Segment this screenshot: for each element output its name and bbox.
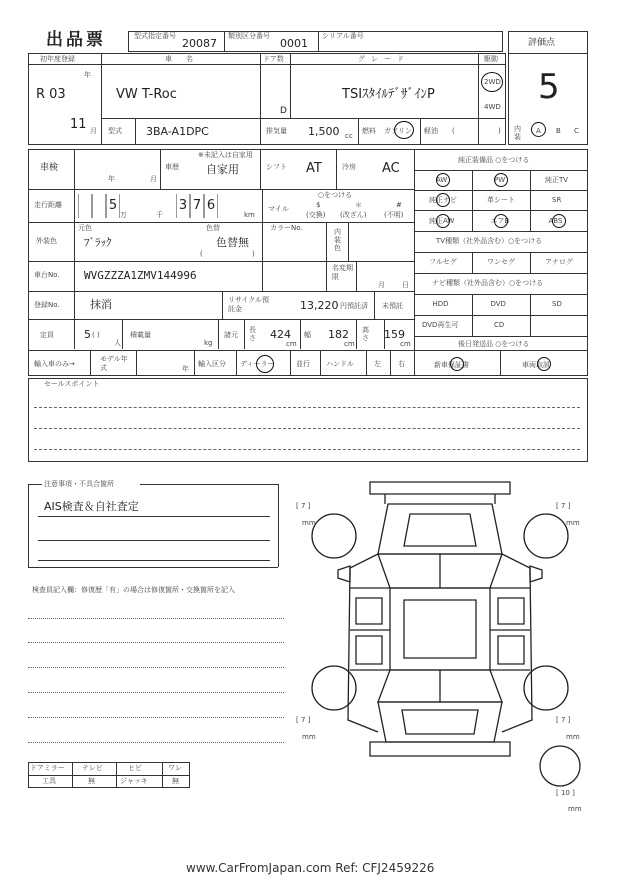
- equipment-item: DVD再生可: [422, 321, 459, 329]
- equipment-item: 革シート: [487, 196, 515, 204]
- length-cm: cm: [286, 340, 297, 348]
- fuel-label: 燃料: [362, 127, 376, 135]
- drive-4wd: 4WD: [484, 103, 501, 111]
- missing-c3: 無: [172, 777, 179, 785]
- front-bumper: [370, 482, 510, 494]
- height-value: 159: [384, 328, 405, 341]
- unknown-label: (不明): [384, 211, 404, 219]
- width-cm: cm: [344, 340, 355, 348]
- handle-left: 左: [374, 360, 381, 368]
- equipment-item: SD: [552, 300, 562, 308]
- right-side: [502, 554, 532, 732]
- tread-fr: [ 7 ]: [556, 502, 571, 510]
- shaken-label: 車検: [40, 163, 59, 173]
- equipment-item: フルセグ: [429, 258, 457, 266]
- handle-label: ハンドル: [326, 360, 354, 368]
- genuine-title: 純正装備品 ○をつける: [458, 156, 530, 164]
- interior-color-label: 内装色: [334, 228, 341, 252]
- grade-value: TSIｽﾀｲﾙﾃﾞｻﾞｲﾝP: [342, 87, 435, 102]
- tread-rr-mm: mm: [566, 733, 580, 741]
- mileage-digit: 3: [176, 194, 190, 218]
- inspector-label: 検査員記入欄：修復歴「有」の場合は修復箇所・交換箇所を記入: [32, 586, 235, 594]
- wheel-spare: [540, 746, 580, 786]
- outer-color-label: 外装色: [36, 237, 57, 245]
- trunk: [378, 702, 502, 742]
- tread-rr: [ 7 ]: [556, 716, 571, 724]
- displacement-value: 1,500: [308, 125, 340, 138]
- doors-label: ドア数: [263, 55, 284, 63]
- sales-point-label: セールスポイント: [44, 380, 100, 388]
- tamper-sym: ＊: [355, 201, 362, 209]
- equipment-item: ABS: [548, 217, 563, 225]
- kg-unit: kg: [204, 339, 213, 347]
- mileage-digit: [78, 194, 92, 218]
- equipment-item: DVD: [490, 300, 506, 308]
- warranty-circle: [450, 357, 464, 371]
- length-value: 424: [270, 328, 291, 341]
- tread-rl: [ 7 ]: [296, 716, 311, 724]
- width-value: 182: [328, 328, 349, 341]
- height-label: 高さ: [362, 326, 369, 342]
- orig-color-label: 元色: [78, 224, 92, 232]
- color-num-label: 色替: [206, 224, 220, 232]
- name-change-label: 名変期限: [332, 264, 353, 281]
- tread-fr-mm: mm: [566, 519, 580, 527]
- dealer-circle: [256, 355, 274, 373]
- equipment-circle: [436, 193, 450, 207]
- shaken-year-unit: 年: [108, 175, 115, 183]
- tread-rl-mm: mm: [302, 733, 316, 741]
- first-reg-month: 11: [70, 117, 87, 132]
- missing-h1: テレビ: [82, 764, 103, 772]
- wheel-front-left: [312, 514, 356, 558]
- missing-c1: 無: [88, 777, 95, 785]
- interior-label: 内装: [514, 125, 521, 141]
- equipment-item: CD: [494, 321, 505, 329]
- car-name-label: 車名: [165, 55, 207, 63]
- equipment-circle: [436, 173, 450, 187]
- later-manual: 車両取説: [522, 361, 550, 369]
- later-warranty: 新車保証書: [434, 361, 469, 369]
- sen-unit: 千: [156, 211, 163, 219]
- tv-title: TV種類（社外品含む）○をつける: [436, 237, 543, 245]
- usage-value: 自家用: [206, 163, 239, 176]
- shift-value: AT: [306, 161, 322, 176]
- car-damage-diagram: [290, 470, 590, 810]
- outer-color-value: ﾌﾞﾗｯｸ: [84, 236, 112, 249]
- paren-close: ): [498, 127, 501, 135]
- month-unit: 月: [90, 127, 97, 135]
- capacity-value: 5: [84, 328, 91, 341]
- mileage-digit: 5: [106, 194, 120, 218]
- class-label: 類別区分番号: [228, 32, 270, 40]
- notes-title: 注意事項・不具合箇所: [44, 480, 114, 488]
- nc-day-unit: 日: [402, 281, 409, 289]
- gasoline-circle: [394, 121, 414, 139]
- capacity-paren: ( ): [92, 331, 100, 339]
- import-only-label: 輸入車のみ→: [34, 360, 75, 368]
- notes-line-1: AIS検査＆自社査定: [44, 500, 139, 513]
- dealer-label: ディーラー: [240, 360, 275, 368]
- model-year-unit: 年: [182, 365, 189, 373]
- dims-label: 諸元: [224, 331, 238, 339]
- tsukeru-label: ○をつける: [318, 191, 353, 199]
- tread-spare-mm: mm: [568, 805, 582, 813]
- tread-spare: [ 10 ]: [556, 789, 575, 797]
- doors-value: D: [280, 106, 287, 116]
- equipment-item: SR: [552, 196, 562, 204]
- equipment-circle: [494, 173, 508, 187]
- drive-label: 駆動: [484, 55, 498, 63]
- model-type-value: 3BA-A1DPC: [146, 125, 209, 138]
- ac-value: AC: [382, 161, 400, 176]
- grade-label: グレード: [358, 55, 410, 63]
- tamper-label: (改ざん): [340, 211, 367, 219]
- gasoline-label: ガソリン: [384, 127, 412, 135]
- mileage-digit: 7: [190, 194, 204, 218]
- interior-a-circle: [531, 122, 546, 137]
- shift-label: シフト: [266, 163, 287, 171]
- mileage-digit: [92, 194, 106, 218]
- exchange-label: (交換): [306, 211, 326, 219]
- mileage-digit: 6: [204, 194, 218, 218]
- tread-fl: [ 7 ]: [296, 502, 311, 510]
- equipment-circle: [436, 214, 450, 228]
- wheel-rear-right: [524, 666, 568, 710]
- usage-note: ※未記入は自家用: [198, 151, 253, 159]
- later-title: 後日発送品 ○をつける: [458, 340, 530, 348]
- recycle-status: 円預託済: [340, 302, 368, 310]
- equipment-item: 純正TV: [545, 176, 569, 184]
- manual-circle: [537, 357, 551, 371]
- displacement-label: 排気量: [266, 127, 287, 135]
- reg-label: 登録No.: [34, 301, 60, 309]
- handle-right: 右: [398, 360, 405, 368]
- drive-2wd-circle: [481, 72, 503, 92]
- equipment-item: アナログ: [545, 258, 573, 266]
- exchange-sym: $: [316, 201, 321, 209]
- mileage-label: 走行距離: [34, 201, 62, 209]
- tread-fl-mm: mm: [302, 519, 316, 527]
- height-cm: cm: [400, 340, 411, 348]
- capacity-unit: 人: [114, 339, 121, 347]
- capacity-label: 定員: [40, 331, 54, 339]
- recycle-label: リサイクル預託金: [228, 296, 270, 313]
- missing-h2: ヒビ: [128, 764, 142, 772]
- interior-c: C: [574, 127, 579, 135]
- color-paren-close: ): [252, 250, 255, 258]
- reg-value: 抹消: [90, 298, 112, 311]
- equipment-item: エアB: [490, 217, 510, 225]
- vin-label: 車台No.: [34, 271, 60, 279]
- document-title: 出品票: [46, 30, 106, 50]
- color-no-label: カラーNo.: [270, 224, 303, 232]
- man-unit: 万: [120, 211, 127, 219]
- score-value: 5: [538, 67, 560, 107]
- missing-h3: ワレ: [168, 764, 182, 772]
- ac-label: 冷房: [342, 163, 356, 171]
- first-reg-era: R 03: [36, 87, 66, 102]
- unknown-sym: #: [396, 201, 402, 209]
- score-label: 評価点: [528, 38, 556, 48]
- year-unit: 年: [84, 71, 91, 79]
- recycle-pending: 未預託: [382, 302, 403, 310]
- equipment-item: HDD: [432, 300, 449, 308]
- color-change-value: 色替無: [216, 236, 249, 249]
- equipment-item: 純正AW: [429, 217, 455, 225]
- equipment-circle: [494, 214, 508, 228]
- load-label: 積載量: [130, 331, 151, 339]
- serial-label: シリアル番号: [322, 32, 364, 40]
- equipment-item: PW: [494, 176, 506, 184]
- equipment-item: 純正ナビ: [429, 196, 457, 204]
- width-label: 幅: [304, 331, 311, 339]
- drive-2wd: 2WD: [484, 78, 501, 86]
- km-unit: km: [244, 211, 255, 219]
- car-name-value: VW T-Roc: [116, 87, 177, 102]
- missing-c0: 工具: [42, 777, 56, 785]
- mile-label: マイル: [268, 205, 289, 213]
- nav-title: ナビ種類（社外品含む）○をつける: [432, 279, 544, 287]
- equipment-item: ワンセグ: [487, 258, 515, 266]
- left-side: [348, 554, 378, 732]
- wheel-rear-left: [312, 666, 356, 710]
- parallel-label: 並行: [296, 360, 310, 368]
- length-label: 長さ: [249, 326, 256, 342]
- missing-c2: ジャッキ: [120, 777, 148, 785]
- cc-unit: cc: [345, 132, 353, 140]
- model-cert-label: 型式指定番号: [134, 32, 176, 40]
- missing-h0: ドアミラー: [30, 764, 65, 772]
- recycle-value: 13,220: [300, 299, 339, 312]
- paren-open: (: [452, 127, 455, 135]
- footer-ref: www.CarFromJapan.com Ref: CFJ2459226: [186, 861, 435, 875]
- model-year-label: モデル年式: [100, 355, 128, 372]
- rear-bumper: [370, 742, 510, 756]
- import-type-label: 輸入区分: [198, 360, 226, 368]
- usage-label: 車歴: [165, 163, 179, 171]
- interior-a: A: [536, 127, 541, 135]
- diesel-label: 軽油: [424, 127, 438, 135]
- wheel-front-right: [524, 514, 568, 558]
- first-reg-label: 初年度登録: [40, 55, 75, 63]
- equipment-circle: [552, 214, 566, 228]
- color-paren-open: (: [200, 250, 203, 258]
- interior-b: B: [556, 127, 561, 135]
- shaken-month-unit: 月: [150, 175, 157, 183]
- model-cert-value: 20087: [182, 37, 217, 50]
- class-value: 0001: [280, 37, 308, 50]
- nc-month-unit: 月: [378, 281, 385, 289]
- vin-value: WVGZZZA1ZMV144996: [84, 269, 197, 282]
- model-type-label: 型式: [108, 127, 122, 135]
- equipment-item: AW: [436, 176, 448, 184]
